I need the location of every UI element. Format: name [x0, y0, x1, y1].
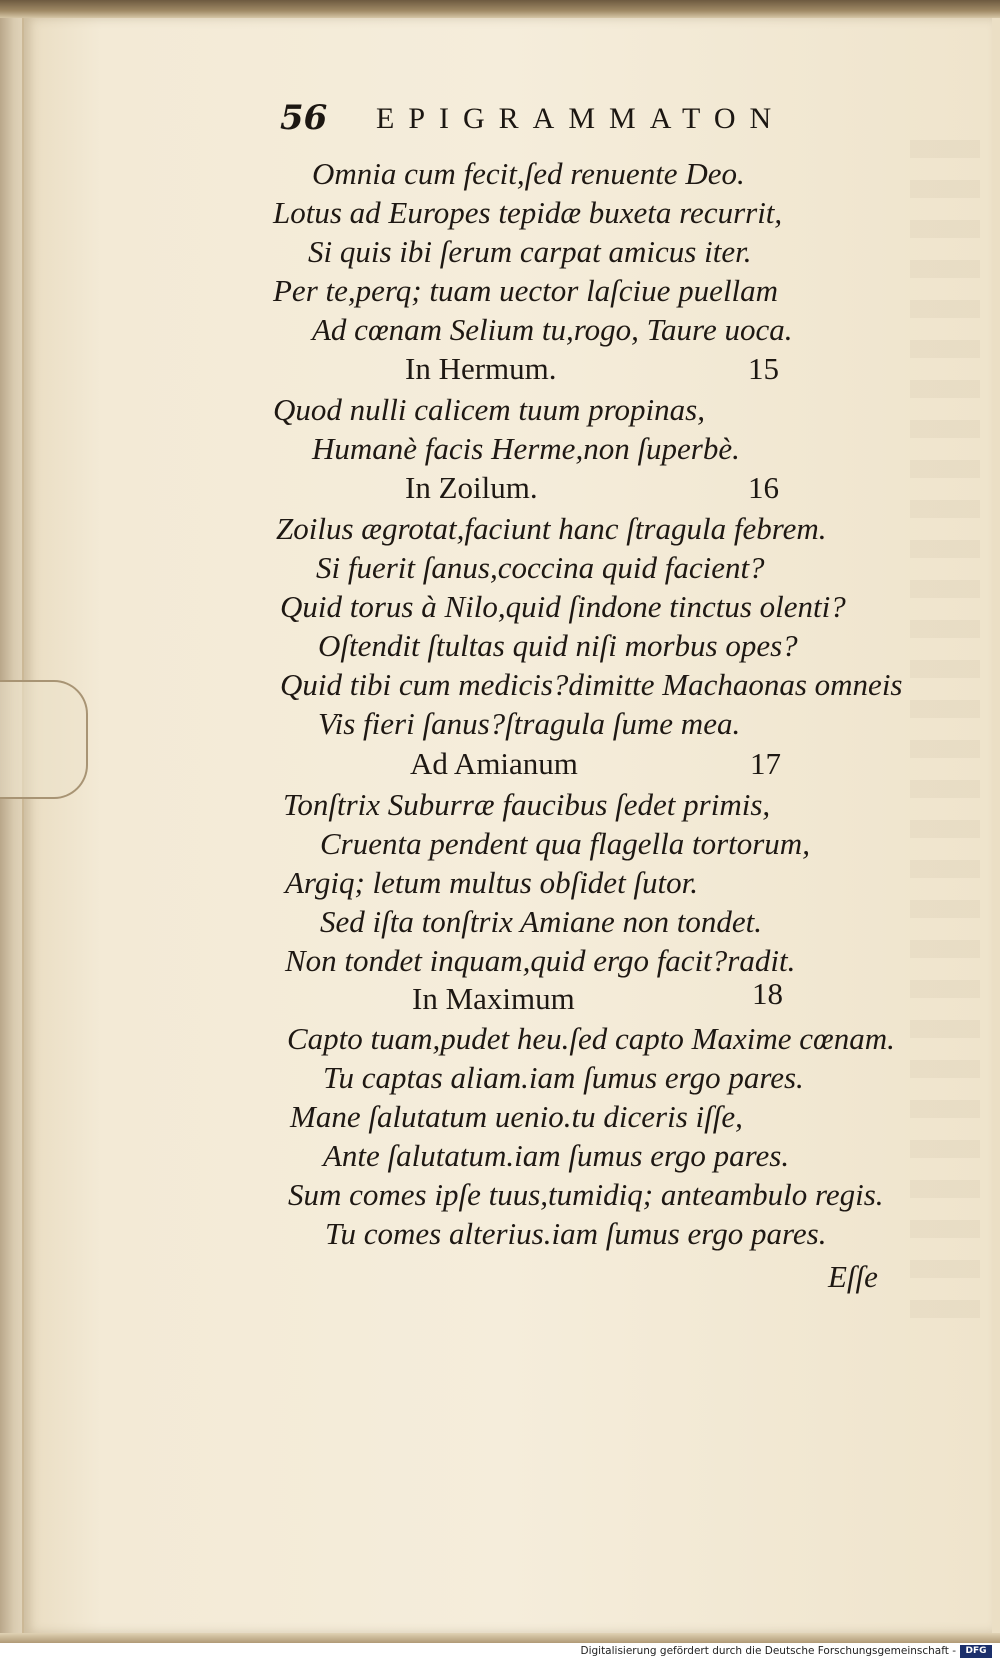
verse-line: Ad cœnam Selium tu,rogo, Taure uoca. [312, 312, 793, 347]
verse-line: Tonſtrix Suburræ faucibus ſedet primis, [283, 787, 771, 822]
epigram-number: 17 [750, 746, 781, 781]
verse-line: Non tondet inquam,quid ergo facit?radit. [285, 943, 796, 978]
verse-line: Vis fieri ſanus?ſtragula ſume mea. [318, 706, 741, 741]
verse-line: Mane ſalutatum uenio.tu diceris iſſe, [290, 1099, 743, 1134]
verse-line: Cruenta pendent qua flagella tortorum, [320, 826, 810, 861]
verse-line: Si quis ibi ſerum carpat amicus iter. [308, 234, 752, 269]
verse-line: Quid torus à Nilo,quid ſindone tinctus olenti? [280, 589, 846, 624]
verse-line: Quid tibi cum medicis?dimitte Machaonas omneis [280, 667, 903, 702]
running-title: EPIGRAMMATON [376, 102, 786, 135]
verse-line: Si fuerit ſanus,coccina quid facient? [316, 550, 765, 585]
digitization-credit: Digitalisierung gefördert durch die Deutsche Forschungsgemeinschaft - [580, 1645, 956, 1657]
epigram-number: 18 [752, 976, 783, 1011]
epigram-number: 16 [748, 470, 779, 505]
verse-line: Sum comes ipſe tuus,tumidiq; anteambulo regis. [288, 1177, 884, 1212]
dfg-logo: DFG [960, 1645, 992, 1658]
verse-line: Humanè facis Herme,non ſuperbè. [312, 431, 740, 466]
verse-line: Quod nulli calicem tuum propinas, [273, 392, 705, 427]
verse-line: Omnia cum fecit,ſed renuente Deo. [312, 156, 745, 191]
verse-line: Sed iſta tonſtrix Amiane non tondet. [320, 904, 762, 939]
epigram-heading: Ad Amianum [410, 746, 578, 781]
verse-line: Tu captas aliam.iam ſumus ergo pares. [323, 1060, 804, 1095]
verse-line: Lotus ad Europes tepidæ buxeta recurrit, [273, 195, 783, 230]
epigram-number: 15 [748, 351, 779, 386]
verse-line: Zoilus ægrotat,faciunt hanc ſtragula febrem. [276, 511, 827, 546]
verse-line: Capto tuam,pudet heu.ſed capto Maxime cœnam. [287, 1021, 895, 1056]
verse-line: Ante ſalutatum.iam ſumus ergo pares. [323, 1138, 790, 1173]
verse-line: Tu comes alterius.iam ſumus ergo pares. [325, 1216, 827, 1251]
verse-line: Per te,perq; tuam uector laſciue puellam [273, 273, 779, 308]
catchword: Eſſe [828, 1259, 878, 1294]
epigram-heading: In Hermum. [405, 351, 557, 386]
page-number: 56 [280, 98, 328, 138]
verse-line: Argiq; letum multus obſidet ſutor. [285, 865, 699, 900]
epigram-heading: In Zoilum. [405, 470, 538, 505]
epigram-heading: In Maximum [412, 981, 575, 1016]
verse-line: Oſtendit ſtultas quid niſi morbus opes? [318, 628, 798, 663]
